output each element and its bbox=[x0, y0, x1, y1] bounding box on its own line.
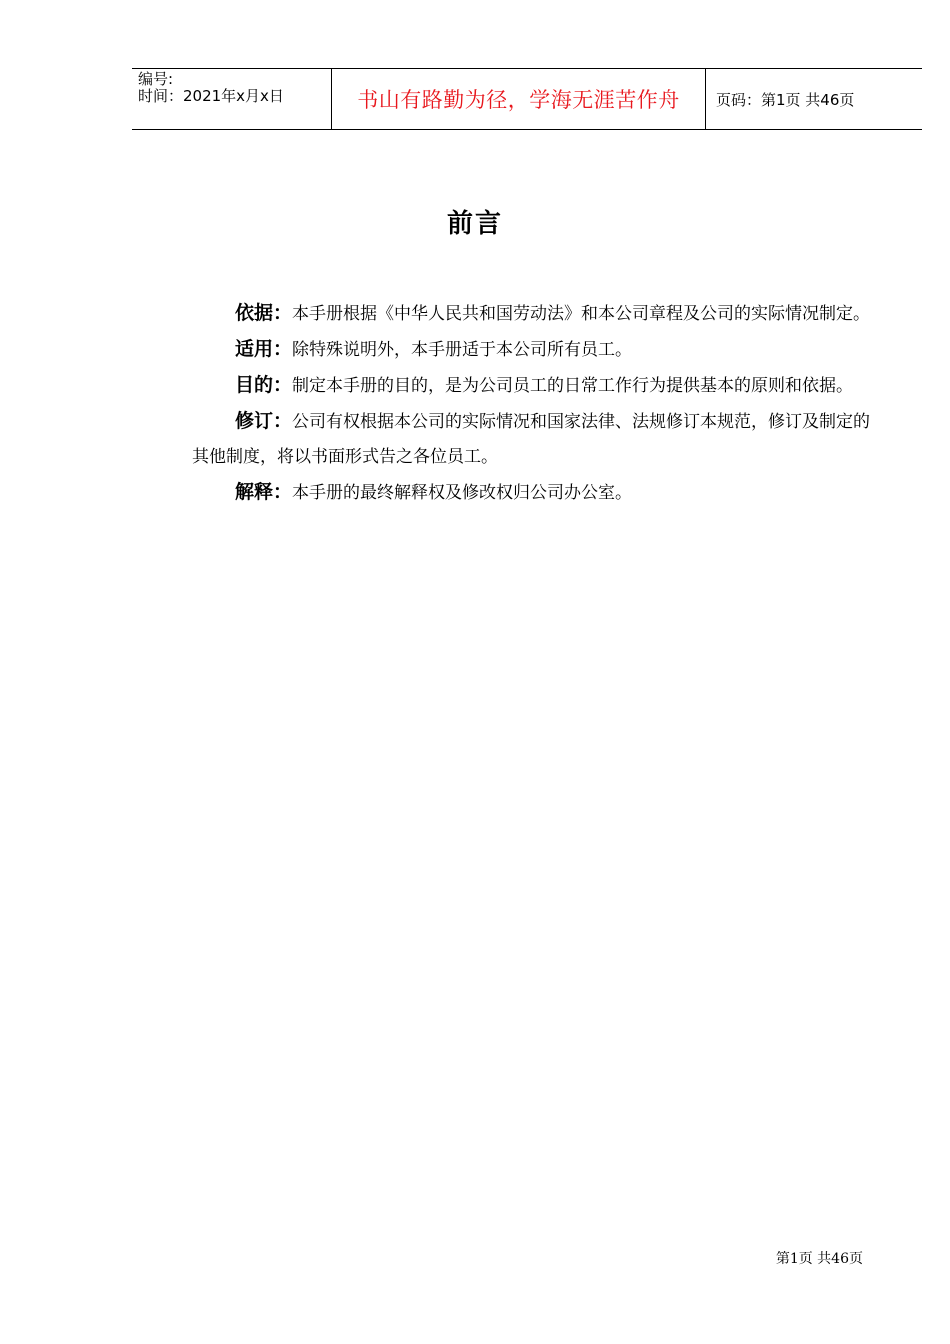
header-motto: 书山有路勤为径，学海无涯苦作舟 bbox=[332, 69, 706, 129]
header-page-label: 页码：第1页 共46页 bbox=[716, 90, 855, 109]
paragraph-label: 修订： bbox=[235, 410, 293, 432]
paragraph-scope bbox=[192, 332, 872, 368]
paragraph-revision bbox=[192, 404, 872, 475]
paragraph-text: 制定本手册的目的，是为公司员工的日常工作行为提供基本的原则和依据。 bbox=[292, 376, 854, 396]
page-footer: 第1页 共46页 bbox=[775, 1251, 863, 1267]
date-label: 时间：2021年x月x日 bbox=[138, 87, 284, 105]
page-title: 前言 bbox=[446, 209, 503, 239]
paragraph-text: 本手册的最终解释权及修改权归公司办公室。 bbox=[292, 483, 633, 503]
paragraph-label: 解释： bbox=[235, 481, 293, 503]
paragraph-purpose bbox=[192, 368, 872, 404]
header-meta bbox=[132, 69, 332, 129]
paragraph-interpretation bbox=[192, 475, 872, 511]
page-header bbox=[132, 68, 922, 130]
paragraph-label: 目的： bbox=[235, 374, 293, 396]
paragraph-text: 公司有权根据本公司的实际情况和国家法律、法规修订本规范，修订及制定的其他制度，将以书面形式告之各位员工。 bbox=[192, 412, 871, 467]
document-body bbox=[192, 296, 872, 511]
paragraph-label: 适用： bbox=[235, 338, 293, 360]
paragraph-basis bbox=[192, 296, 872, 332]
paragraph-text: 本手册根据《中华人民共和国劳动法》和本公司章程及公司的实际情况制定。 bbox=[292, 304, 871, 324]
paragraph-text: 除特殊说明外，本手册适于本公司所有员工。 bbox=[292, 340, 633, 360]
paragraph-label: 依据： bbox=[235, 302, 293, 324]
number-label: 编号: bbox=[138, 70, 174, 88]
